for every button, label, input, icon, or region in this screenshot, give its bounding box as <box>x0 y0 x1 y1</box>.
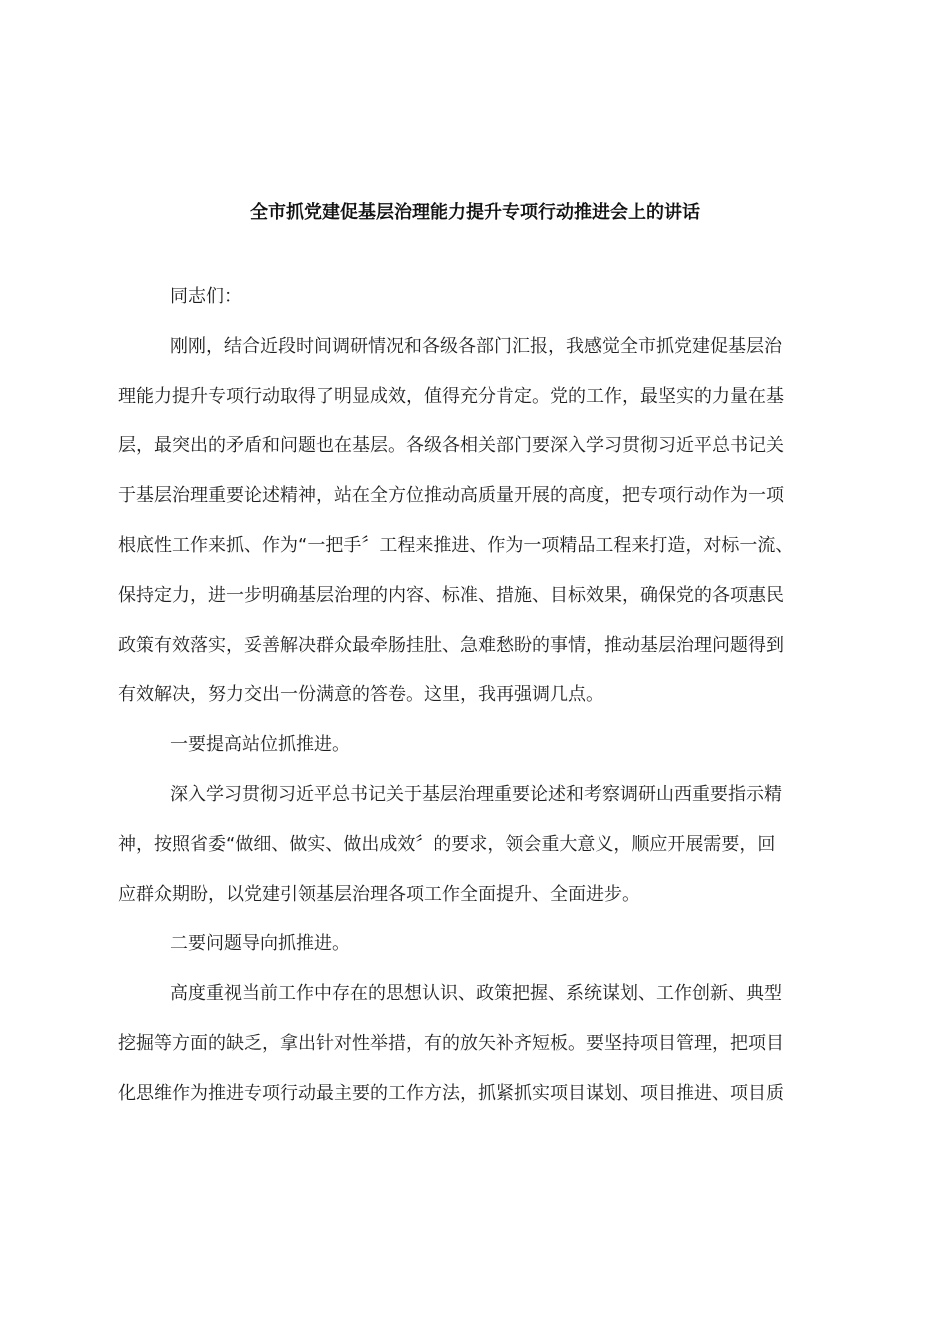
paragraph-line: 化思维作为推进专项行动最主要的工作方法，抓紧抓实项目谋划、项目推进、项目质 <box>118 1082 784 1104</box>
document-body <box>118 272 834 1119</box>
paragraph-line: 深入学习贯彻习近平总书记关于基层治理重要论述和考察调研山西重要指示精 <box>170 783 782 805</box>
paragraph-line: 高度重视当前工作中存在的思想认识、政策把握、系统谋划、工作创新、典型 <box>170 983 782 1005</box>
paragraph-line: 应群众期盼，以党建引领基层治理各项工作全面提升、全面进步。 <box>118 883 640 905</box>
section-heading: 二要问题导向抓推进。 <box>170 933 350 955</box>
paragraph-line: 根底性工作来抓、作为“一把手〞工程来推进、作为一项精品工程来打造，对标一流、 <box>118 534 794 556</box>
section-heading: 一要提高站位抓推进。 <box>170 734 350 756</box>
paragraph-line: 挖掘等方面的缺乏，拿出针对性举措，有的放矢补齐短板。要坚持项目管理，把项目 <box>118 1032 784 1054</box>
paragraph-line: 保持定力，进一步明确基层治理的内容、标准、措施、目标效果，确保党的各项惠民 <box>118 584 784 606</box>
paragraph-line: 刚刚，结合近段时间调研情况和各级各部门汇报，我感觉全市抓党建促基层治 <box>170 335 782 357</box>
paragraph-line: 理能力提升专项行动取得了明显成效，值得充分肯定。党的工作，最坚实的力量在基 <box>118 385 784 407</box>
salutation: 同志们： <box>170 286 242 307</box>
paragraph-line: 层，最突出的矛盾和问题也在基层。各级各相关部门要深入学习贯彻习近平总书记关 <box>118 435 784 457</box>
paragraph-line: 于基层治理重要论述精神，站在全方位推动高质量开展的高度，把专项行动作为一项 <box>118 485 784 507</box>
paragraph-line: 有效解决，努力交出一份满意的答卷。这里，我再强调几点。 <box>118 684 604 706</box>
paragraph-line: 神，按照省委“做细、做实、做出成效〞的要求，领会重大意义，顺应开展需要，回 <box>118 833 776 855</box>
document-title: 全市抓党建促基层治理能力提升专项行动推进会上的讲话 <box>250 202 700 223</box>
paragraph-line: 政策有效落实，妥善解决群众最牵肠挂肚、急难愁盼的事情，推动基层治理问题得到 <box>118 634 784 656</box>
